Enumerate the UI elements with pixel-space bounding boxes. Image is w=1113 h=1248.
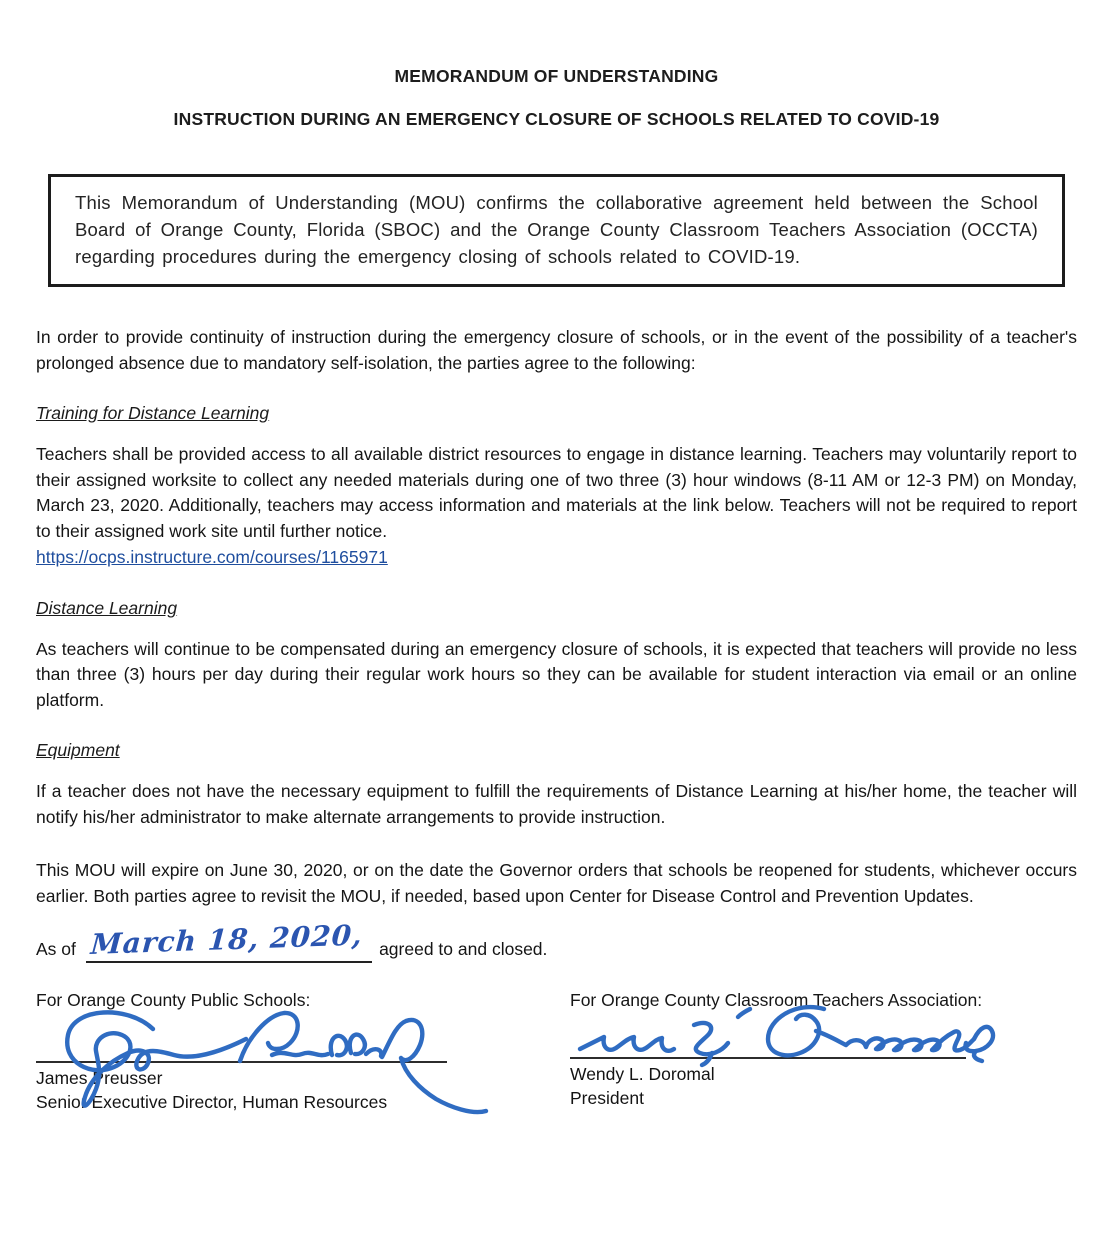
handwritten-date-underline xyxy=(86,918,372,963)
section-heading-equipment: Equipment xyxy=(36,740,120,760)
signature-label-ocps: For Orange County Public Schools: xyxy=(36,990,311,1010)
signatory-title-ocps: Senior Executive Director, Human Resources xyxy=(36,1092,388,1112)
closing-suffix: agreed to and closed. xyxy=(379,939,548,959)
closing-line xyxy=(36,918,1077,962)
signature-block-occta xyxy=(570,990,1077,1113)
document-title: MEMORANDUM OF UNDERSTANDING xyxy=(394,66,719,86)
signatory-title-occta: President xyxy=(570,1088,644,1108)
signatory-name-occta: Wendy L. Doromal xyxy=(570,1064,715,1084)
signature-area-occta xyxy=(570,1011,1077,1057)
signature-line-occta xyxy=(570,1057,966,1059)
signature-label-occta: For Orange County Classroom Teachers Association: xyxy=(570,990,983,1010)
signature-block-ocps xyxy=(36,990,570,1113)
signatory-name-ocps: James Preusser xyxy=(36,1068,163,1088)
section-heading-training-for-distance-learning: Training for Distance Learning xyxy=(36,403,270,423)
signature-line-ocps xyxy=(36,1061,447,1063)
intro-paragraph: In order to provide continuity of instruction during the emergency closure of schools, or in the event of the possibility of a teacher's prolonged absence due to mandatory self-isolation, the parties agree to the following: xyxy=(36,327,1077,373)
closing-prefix: As of xyxy=(36,939,76,959)
handwritten-date: March 18, 2020, xyxy=(89,918,364,962)
section-body-training-for-distance-learning: Teachers shall be provided access to all available district resources to engage in distance learning. Teachers may voluntarily report to their assigned worksite to collect any needed materials during one of two three (3) hour windows (8-11 AM or 12-3 PM) on Monday, March 23, 2020. Additionally, teachers may access information and materials at the link below. Teachers will not be required to report to their assigned work site until further notice. xyxy=(36,444,1077,541)
section-heading-distance-learning: Distance Learning xyxy=(36,597,178,618)
section-body-equipment: If a teacher does not have the necessary equipment to fulfill the requirements of Distance Learning at his/her home, the teacher will notify his/her administrator to make alternate arrangements to provide instruction. xyxy=(36,781,1077,827)
expiry-paragraph: This MOU will expire on June 30, 2020, or on the date the Governor orders that schools be reopened for students, whichever occurs earlier. Both parties agree to revisit the MOU, if needed, based upon Center for Disease Control and Prevention Updates. xyxy=(36,860,1077,906)
document-subtitle: INSTRUCTION DURING AN EMERGENCY CLOSURE OF SCHOOLS RELATED TO COVID-19 xyxy=(173,109,940,129)
course-link[interactable]: https://ocps.instructure.com/courses/1165971 xyxy=(36,547,388,567)
signature-area-ocps xyxy=(36,1011,570,1061)
summary-box: This Memorandum of Understanding (MOU) confirms the collaborative agreement held between the School Board of Orange County, Florida (SBOC) and the Orange County Classroom Teachers Association (OCCTA) regarding procedures during the emergency closing of schools related to COVID-19. xyxy=(48,174,1065,287)
section-body-distance-learning: As teachers will continue to be compensated during an emergency closure of schools, it is expected that teachers will provide no less than three (3) hours per day during their regular work hours so they can be available for student interaction via email or an online platform. xyxy=(36,638,1077,710)
signature-blocks xyxy=(36,990,1077,1113)
